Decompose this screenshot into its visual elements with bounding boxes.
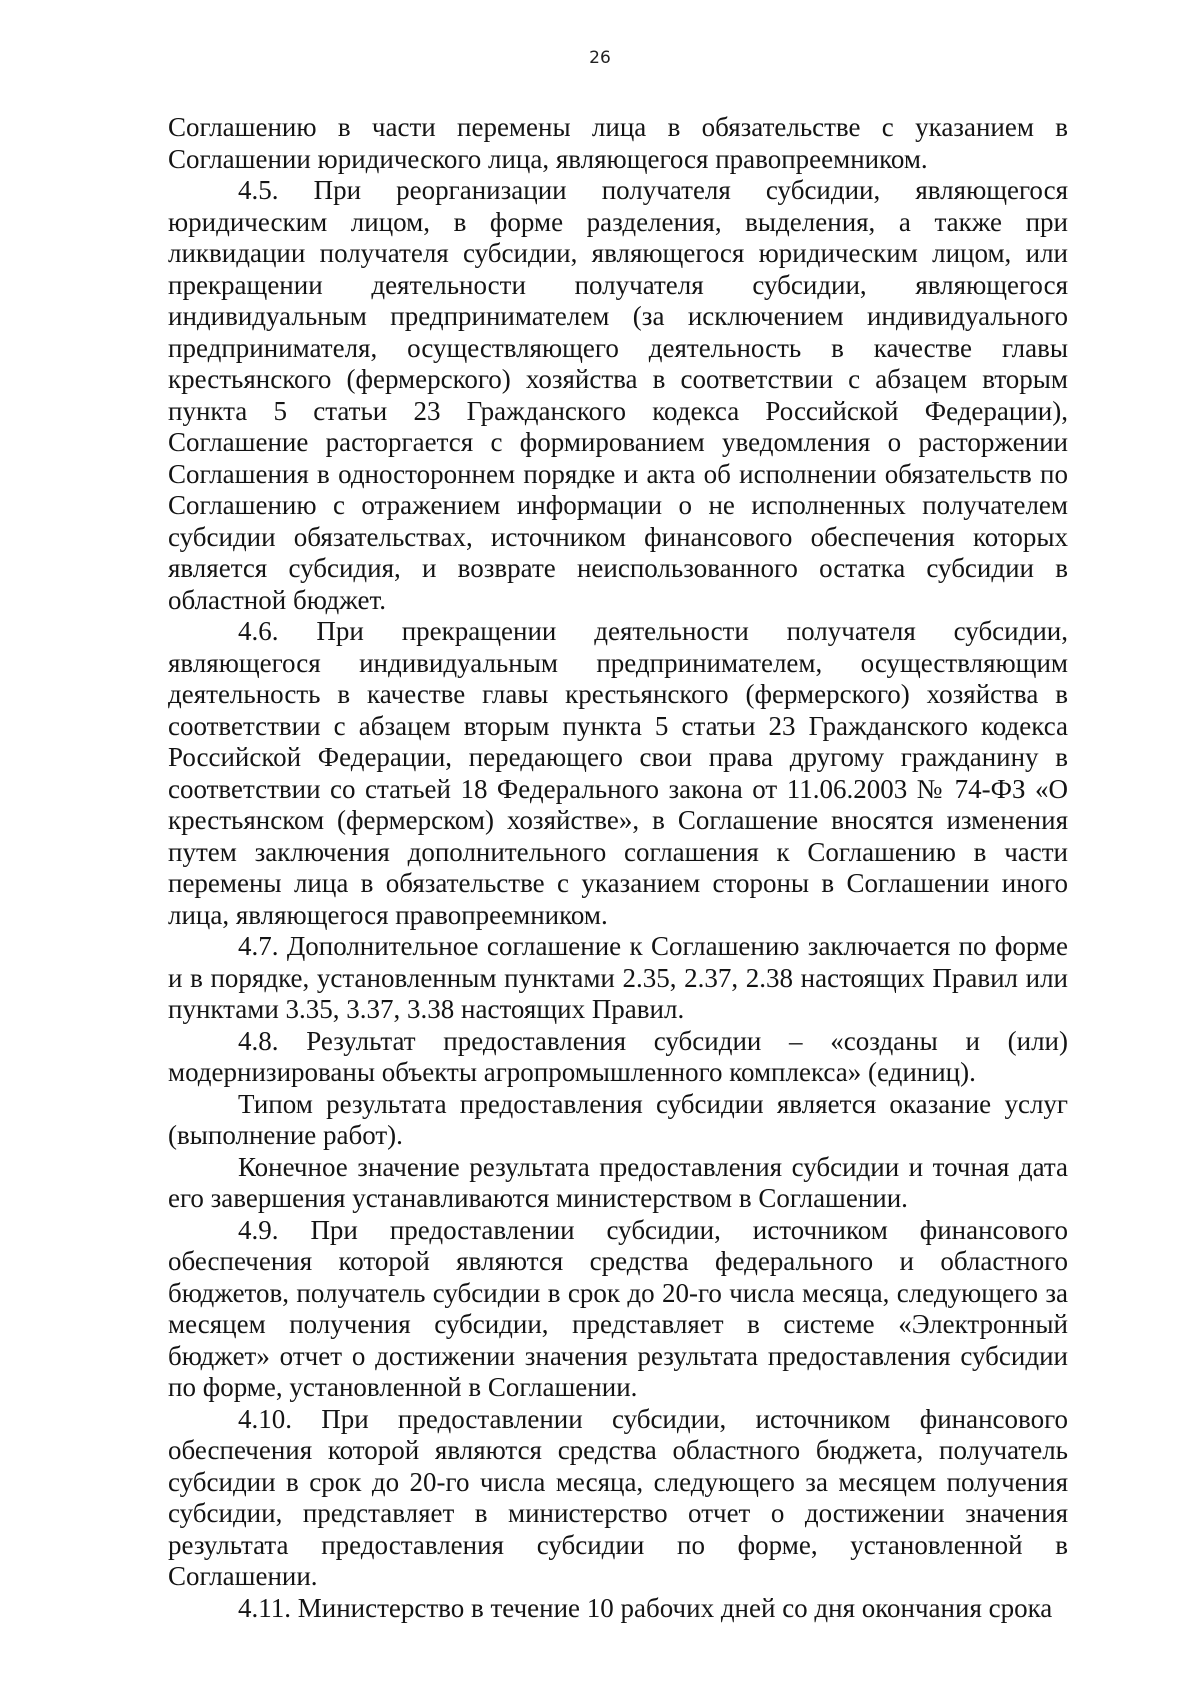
paragraph-final-value: Конечное значение результата предоставления субсидии и точная дата его завершения устанавливаются министерством в Соглашении. [168, 1151, 1068, 1213]
page-number: 26 [589, 48, 611, 68]
paragraph-4-5: 4.5. При реорганизации получателя субсидии, являющегося юридическим лицом, в форме разделения, выделения, а также при ликвидации получателя субсидии, являющегося юридическим лицом, или прекращении деятельности получателя субсидии, являющегося индивидуальным предпринимателем (за исключением индивидуального предпринимателя, осуществляющего деятельность в качестве главы крестьянского (фермерского) хозяйства в соответствии с абзацем вторым пункта 5 статьи 23 Гражданского кодекса Российской Федерации), Соглашение расторгается с формированием уведомления о расторжении Соглашения в одностороннем порядке и акта об исполнении обязательств по Соглашению с отражением информации о не исполненных получателем субсидии обязательствах, источником финансового обеспечения которых является субсидия, и возврате неиспользованного остатка субсидии в областной бюджет. [168, 175, 1068, 615]
document-body [168, 112, 1068, 1624]
paragraph-4-7: 4.7. Дополнительное соглашение к Соглашению заключается по форме и в порядке, установленным пунктами 2.35, 2.37, 2.38 настоящих Правил или пунктами 3.35, 3.37, 3.38 настоящих Правил. [168, 931, 1068, 1024]
paragraph-4-6: 4.6. При прекращении деятельности получателя субсидии, являющегося индивидуальным предпринимателем, осуществляющим деятельность в качестве главы крестьянского (фермерского) хозяйства в соответствии с абзацем вторым пункта 5 статьи 23 Гражданского кодекса Российской Федерации, передающего свои права другому гражданину в соответствии со статьей 18 Федерального закона от 11.06.2003 № 74-ФЗ «О крестьянском (фермерском) хозяйстве», в Соглашение вносятся изменения путем заключения дополнительного соглашения к Соглашению в части перемены лица в обязательстве с указанием стороны в Соглашении иного лица, являющегося правопреемником. [168, 616, 1068, 930]
paragraph-4-9: 4.9. При предоставлении субсидии, источником финансового обеспечения которой являются средства федерального и областного бюджетов, получатель субсидии в срок до 20-го числа месяца, следующего за месяцем получения субсидии, представляет в системе «Электронный бюджет» отчет о достижении значения результата предоставления субсидии по форме, установленной в Соглашении. [168, 1214, 1068, 1402]
paragraph-result-type: Типом результата предоставления субсидии является оказание услуг (выполнение работ). [168, 1088, 1068, 1150]
paragraph-4-8: 4.8. Результат предоставления субсидии – «созданы и (или) модернизированы объекты агропромышленного комплекса» (единиц). [168, 1025, 1068, 1087]
paragraph-4-11: 4.11. Министерство в течение 10 рабочих дней со дня окончания срока [238, 1592, 1053, 1623]
paragraph-continuation: Соглашению в части перемены лица в обязательстве с указанием в Соглашении юридического лица, являющегося правопреемником. [168, 112, 1068, 174]
paragraph-4-10: 4.10. При предоставлении субсидии, источником финансового обеспечения которой являются средства областного бюджета, получатель субсидии в срок до 20-го числа месяца, следующего за месяцем получения субсидии, представляет в министерство отчет о достижении значения результата предоставления субсидии по форме, установленной в Соглашении. [168, 1403, 1068, 1591]
